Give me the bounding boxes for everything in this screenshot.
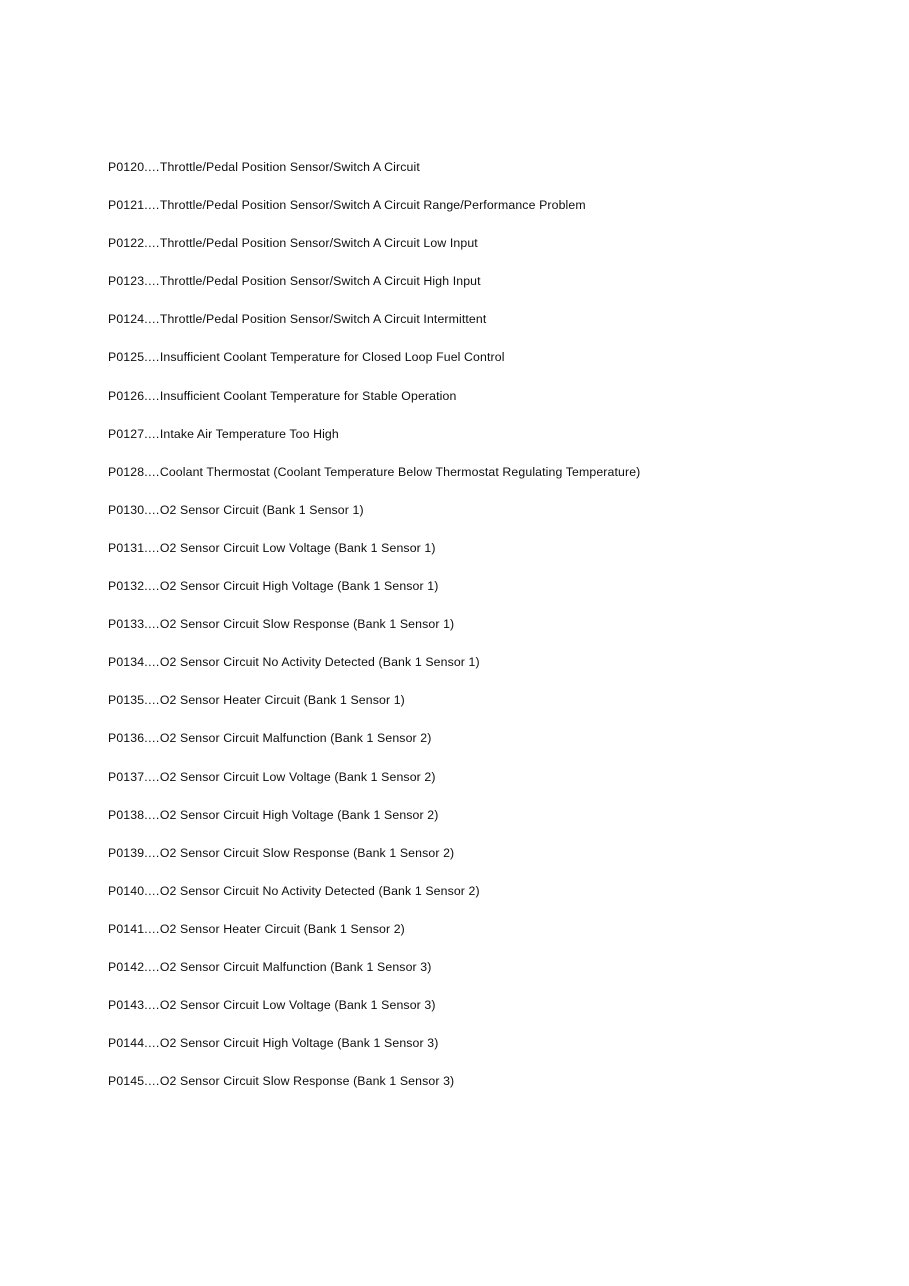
code-separator: .... bbox=[144, 693, 160, 708]
code-id: P0121 bbox=[108, 198, 145, 213]
code-list-item bbox=[108, 389, 848, 427]
code-list-item bbox=[108, 350, 848, 388]
code-list-item bbox=[108, 160, 848, 198]
code-id: P0127 bbox=[108, 426, 145, 441]
code-id: P0135 bbox=[108, 693, 145, 708]
code-list-item bbox=[108, 312, 848, 350]
code-id: P0130 bbox=[108, 502, 145, 517]
code-separator: .... bbox=[144, 540, 160, 555]
code-list-item bbox=[108, 846, 848, 884]
code-id: P0142 bbox=[108, 959, 145, 974]
code-separator: .... bbox=[144, 236, 160, 251]
code-list-item bbox=[108, 808, 848, 846]
code-list-item bbox=[108, 1074, 848, 1112]
code-id: P0124 bbox=[108, 312, 145, 327]
code-id: P0138 bbox=[108, 807, 145, 822]
code-separator: .... bbox=[144, 845, 160, 860]
code-list-item bbox=[108, 960, 848, 998]
code-id: P0134 bbox=[108, 655, 145, 670]
code-list-item bbox=[108, 998, 848, 1036]
code-list-item bbox=[108, 731, 848, 769]
code-description: O2 Sensor Circuit Slow Response (Bank 1 Sensor 3) bbox=[159, 1074, 455, 1089]
code-separator: .... bbox=[144, 1036, 160, 1051]
code-description: Intake Air Temperature Too High bbox=[159, 426, 339, 441]
code-separator: .... bbox=[144, 198, 160, 213]
code-list-item bbox=[108, 427, 848, 465]
code-id: P0137 bbox=[108, 769, 145, 784]
code-separator: .... bbox=[144, 883, 160, 898]
code-id: P0140 bbox=[108, 883, 145, 898]
code-description: Coolant Thermostat (Coolant Temperature Below Thermostat Regulating Temperature) bbox=[159, 464, 641, 479]
code-id: P0133 bbox=[108, 617, 145, 632]
code-id: P0132 bbox=[108, 579, 145, 594]
code-separator: .... bbox=[144, 769, 160, 784]
code-description: Insufficient Coolant Temperature for Stable Operation bbox=[159, 388, 457, 403]
code-separator: .... bbox=[144, 350, 160, 365]
code-id: P0122 bbox=[108, 236, 145, 251]
code-separator: .... bbox=[144, 998, 160, 1013]
code-list-item bbox=[108, 617, 848, 655]
code-list-item bbox=[108, 693, 848, 731]
code-separator: .... bbox=[144, 579, 160, 594]
code-id: P0139 bbox=[108, 845, 145, 860]
code-id: P0143 bbox=[108, 998, 145, 1013]
code-description: Throttle/Pedal Position Sensor/Switch A Circuit Low Input bbox=[159, 236, 478, 251]
code-list-item bbox=[108, 1036, 848, 1074]
code-description: O2 Sensor Circuit Malfunction (Bank 1 Sensor 2) bbox=[159, 731, 432, 746]
code-separator: .... bbox=[144, 959, 160, 974]
code-list-item bbox=[108, 465, 848, 503]
code-description: O2 Sensor Circuit Low Voltage (Bank 1 Sensor 1) bbox=[159, 540, 436, 555]
code-id: P0144 bbox=[108, 1036, 145, 1051]
code-id: P0126 bbox=[108, 388, 145, 403]
code-separator: .... bbox=[144, 1074, 160, 1089]
code-description: O2 Sensor Circuit Low Voltage (Bank 1 Sensor 3) bbox=[159, 998, 436, 1013]
code-separator: .... bbox=[144, 655, 160, 670]
code-description: O2 Sensor Heater Circuit (Bank 1 Sensor 1) bbox=[159, 693, 405, 708]
code-separator: .... bbox=[144, 502, 160, 517]
code-description: Insufficient Coolant Temperature for Closed Loop Fuel Control bbox=[159, 350, 505, 365]
code-separator: .... bbox=[144, 731, 160, 746]
code-list-item bbox=[108, 198, 848, 236]
code-separator: .... bbox=[144, 617, 160, 632]
code-separator: .... bbox=[144, 312, 160, 327]
code-list-item bbox=[108, 922, 848, 960]
code-separator: .... bbox=[144, 388, 160, 403]
code-list-item bbox=[108, 503, 848, 541]
code-description: Throttle/Pedal Position Sensor/Switch A Circuit Range/Performance Problem bbox=[159, 198, 586, 213]
code-id: P0136 bbox=[108, 731, 145, 746]
code-id: P0125 bbox=[108, 350, 145, 365]
code-description: O2 Sensor Circuit High Voltage (Bank 1 Sensor 1) bbox=[159, 579, 439, 594]
code-id: P0131 bbox=[108, 540, 145, 555]
code-description: O2 Sensor Circuit Slow Response (Bank 1 Sensor 1) bbox=[159, 617, 455, 632]
code-separator: .... bbox=[144, 921, 160, 936]
code-list-item bbox=[108, 579, 848, 617]
code-description: O2 Sensor Circuit High Voltage (Bank 1 Sensor 2) bbox=[159, 807, 439, 822]
code-description: O2 Sensor Circuit Slow Response (Bank 1 Sensor 2) bbox=[159, 845, 455, 860]
code-id: P0145 bbox=[108, 1074, 145, 1089]
code-description: O2 Sensor Circuit No Activity Detected (Bank 1 Sensor 1) bbox=[159, 655, 480, 670]
code-separator: .... bbox=[144, 426, 160, 441]
code-description: O2 Sensor Circuit Low Voltage (Bank 1 Sensor 2) bbox=[159, 769, 436, 784]
code-id: P0128 bbox=[108, 464, 145, 479]
code-separator: .... bbox=[144, 274, 160, 289]
code-description: Throttle/Pedal Position Sensor/Switch A Circuit High Input bbox=[159, 274, 481, 289]
code-list-item bbox=[108, 770, 848, 808]
code-description: O2 Sensor Heater Circuit (Bank 1 Sensor 2) bbox=[159, 921, 405, 936]
code-description: O2 Sensor Circuit High Voltage (Bank 1 Sensor 3) bbox=[159, 1036, 439, 1051]
code-list-item bbox=[108, 274, 848, 312]
code-list-item bbox=[108, 541, 848, 579]
code-separator: .... bbox=[144, 160, 160, 174]
code-description: O2 Sensor Circuit Malfunction (Bank 1 Sensor 3) bbox=[159, 959, 432, 974]
code-list-item bbox=[108, 655, 848, 693]
code-id: P0141 bbox=[108, 921, 145, 936]
code-separator: .... bbox=[144, 464, 160, 479]
code-separator: .... bbox=[144, 807, 160, 822]
diagnostic-code-list bbox=[108, 160, 848, 1112]
code-id: P0123 bbox=[108, 274, 145, 289]
code-list-item bbox=[108, 884, 848, 922]
code-description: Throttle/Pedal Position Sensor/Switch A Circuit Intermittent bbox=[159, 312, 487, 327]
code-description: O2 Sensor Circuit (Bank 1 Sensor 1) bbox=[159, 502, 364, 517]
code-list-item bbox=[108, 236, 848, 274]
code-description: Throttle/Pedal Position Sensor/Switch A Circuit bbox=[159, 160, 420, 174]
code-description: O2 Sensor Circuit No Activity Detected (Bank 1 Sensor 2) bbox=[159, 883, 480, 898]
code-id: P0120 bbox=[108, 160, 145, 174]
